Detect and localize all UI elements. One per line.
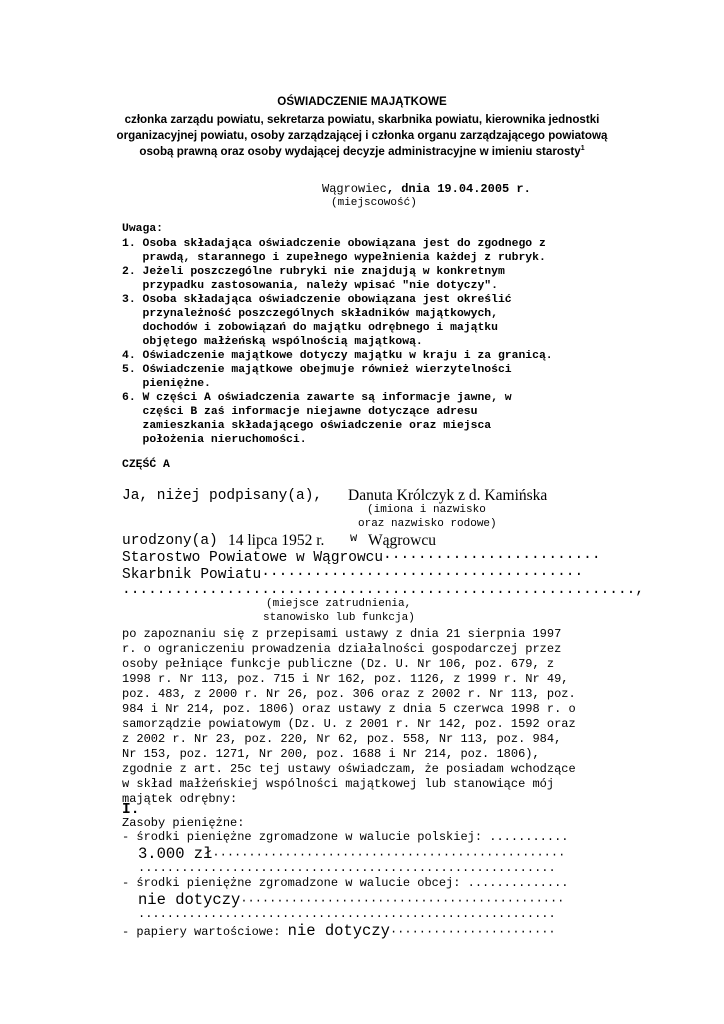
footnote-mark: 1	[580, 145, 585, 153]
note-line: części B zaś informacje niejawne dotyczące adresu	[122, 406, 478, 418]
declarant-name: Danuta Królczyk z d. Kamińska	[348, 487, 548, 504]
securities-label: - papiery wartościowe:	[122, 925, 281, 939]
place-date	[322, 182, 531, 196]
note-line: 6. W części A oświadczenia zawarte są informacje jawne, w	[122, 392, 512, 404]
section-1-subheading: Zasoby pieniężne:	[122, 816, 245, 830]
section-1-heading: I.	[122, 802, 140, 818]
legal-line: w skład małżeńskiej wspólności majątkowej lub stanowiące mój	[122, 777, 555, 791]
note-line: objętego małżeńską wspólnością majątkową.	[122, 336, 423, 348]
note-line: 4. Oświadczenie majątkowe dotyczy majątku w kraju i za granicą.	[122, 350, 553, 362]
born-place: Wągrowcu	[368, 532, 436, 549]
pln-value: 3.000 zł	[138, 845, 213, 863]
foreign-label: - środki pieniężne zgromadzone w walucie obcej: ..............	[122, 876, 569, 890]
note-line: pieniężne.	[122, 378, 211, 390]
note-line: 5. Oświadczenie majątkowe obejmuje również wierzytelności	[122, 364, 512, 376]
legal-line: osoby pełniące funkcje publiczne (Dz. U. Nr 106, poz. 679, z	[122, 657, 555, 671]
pln-line-2: ..........................................................	[138, 861, 556, 875]
note-line: przypadku zastosowania, należy wpisać "nie dotyczy".	[122, 280, 498, 292]
securities-line: - papiery wartościowe: nie dotyczy·······················	[122, 922, 556, 940]
note-line: 1. Osoba składająca oświadczenie obowiązana jest do zgodnego z	[122, 238, 546, 250]
note-line: zamieszkania składającego oświadczenie oraz miejsca	[122, 420, 492, 432]
declarant-prefix: Ja, niżej podpisany(a),	[122, 488, 323, 504]
name-caption-1: (imiona i nazwisko	[367, 504, 486, 516]
employment-caption-1: (miejsce zatrudnienia,	[266, 598, 412, 610]
notes-heading: Uwaga:	[122, 223, 164, 235]
legal-line: 984 i Nr 214, poz. 1806) oraz ustawy z dnia 5 czerwca 1998 r. o	[122, 702, 576, 716]
born-prefix: urodzony(a)	[122, 533, 218, 549]
legal-line: poz. 483, z 2000 r. Nr 26, poz. 306 oraz z 2002 r. Nr 113, poz.	[122, 687, 576, 701]
place-caption: (miejscowość)	[331, 197, 417, 209]
document-title: OŚWIADCZENIE MAJĄTKOWE	[277, 95, 447, 108]
pln-label: - środki pieniężne zgromadzone w walucie polskiej: ...........	[122, 830, 569, 844]
foreign-value: nie dotyczy	[138, 891, 241, 909]
legal-line: zgodnie z art. 25c tej ustawy oświadczam, że posiadam wchodzące	[122, 762, 576, 776]
employment-line-1: Starostwo Powiatowe w Wągrowcu·························	[122, 550, 601, 566]
part-a-heading: CZĘŚĆ A	[122, 459, 170, 471]
employment-line-3: ...........................................................,	[122, 582, 645, 598]
date: , dnia 19.04.2005 r.	[386, 182, 531, 196]
header-line-1: członka zarządu powiatu, sekretarza powiatu, skarbnika powiatu, kierownika jednostki	[124, 113, 600, 126]
securities-value: nie dotyczy	[287, 922, 390, 940]
note-line: 3. Osoba składająca oświadczenie obowiązana jest określić	[122, 294, 512, 306]
name-caption-2: oraz nazwisko rodowe)	[358, 518, 497, 530]
legal-line: majątek odrębny:	[122, 792, 238, 806]
header-line-2: organizacyjnej powiatu, osoby zarządzającej i członka organu zarządzającego powiatową	[116, 129, 608, 142]
pln-value-line: 3.000 zł·················································	[138, 845, 566, 863]
place: Wągrowiec	[322, 182, 387, 196]
legal-line: 1998 r. Nr 113, poz. 715 i Nr 162, poz. 1126, z 1999 r. Nr 49,	[122, 672, 569, 686]
employment-caption-2: stanowisko lub funkcja)	[263, 612, 415, 624]
legal-line: Nr 153, poz. 1271, Nr 200, poz. 1688 i Nr 214, poz. 1806),	[122, 747, 540, 761]
note-line: 2. Jeżeli poszczególne rubryki nie znajdują w konkretnym	[122, 266, 505, 278]
note-line: prawdą, starannego i zupełnego wypełnienia każdej z rubryk.	[122, 252, 546, 264]
note-line: dochodów i zobowiązań do majątku odrębnego i majątku	[122, 322, 498, 334]
note-line: przynależność poszczególnych składników majątkowych,	[122, 308, 498, 320]
header-line-3: osobą prawną oraz osoby wydającej decyzje administracyjne w imieniu starosty$^1$	[139, 145, 585, 158]
born-date: 14 lipca 1952 r.	[228, 532, 325, 549]
born-w: w	[350, 531, 358, 545]
foreign-value-line: nie dotyczy·············································	[138, 891, 565, 909]
legal-line: z 2002 r. Nr 23, poz. 220, Nr 62, poz. 558, Nr 113, poz. 984,	[122, 732, 562, 746]
legal-line: samorządzie powiatowym (Dz. U. z 2001 r. Nr 142, poz. 1592 oraz	[122, 717, 576, 731]
note-line: położenia nieruchomości.	[122, 434, 307, 446]
foreign-line-2: ..........................................................	[138, 907, 556, 921]
legal-line: po zapoznaniu się z przepisami ustawy z dnia 21 sierpnia 1997	[122, 627, 562, 641]
employment-line-2: Skarbnik Powiatu·····································	[122, 567, 584, 583]
legal-line: r. o ograniczeniu prowadzenia działalności gospodarczej przez	[122, 642, 562, 656]
